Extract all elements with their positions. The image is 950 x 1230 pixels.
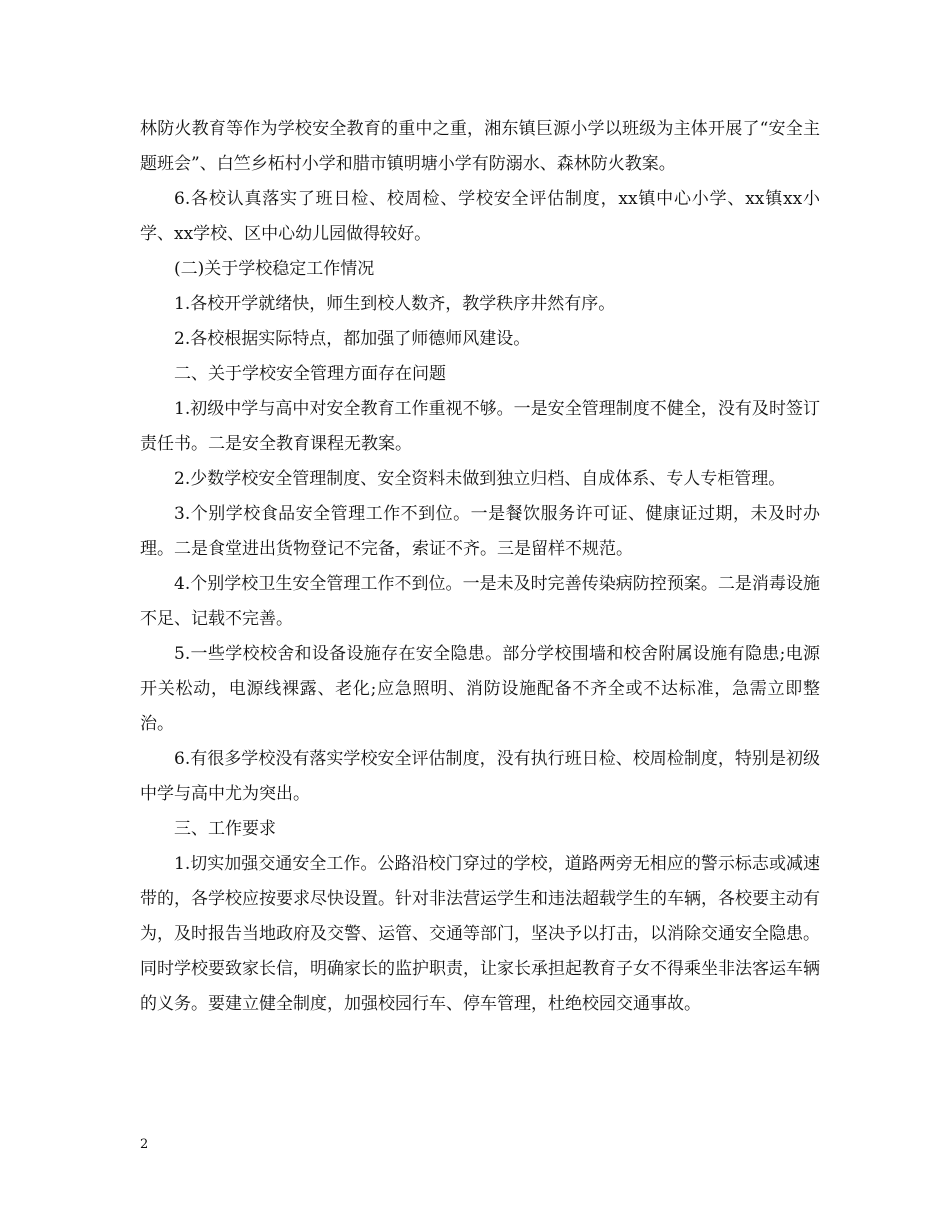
- document-body: [140, 112, 820, 1022]
- paragraph: 3.个别学校食品安全管理工作不到位。一是餐饮服务许可证、健康证过期，未及时办理。二是食堂进出货物登记不完备，索证不齐。三是留样不规范。: [140, 504, 820, 559]
- page-number: 2: [140, 1137, 149, 1152]
- section-heading: 二、关于学校安全管理方面存在问题: [174, 364, 446, 384]
- paragraph: 2.各校根据实际特点，都加强了师德师风建设。: [174, 329, 531, 349]
- paragraph: 1.切实加强交通安全工作。公路沿校门穿过的学校，道路两旁无相应的警示标志或减速带的，各学校应按要求尽快设置。针对非法营运学生和违法超载学生的车辆，各校要主动有为，及时报告当地政府及交警、运管、交通等部门，坚决予以打击，以消除交通安全隐患。同时学校要致家长信，明确家长的监护职责，让家长承担起教育子女不得乘坐非法客运车辆的义务。要建立健全制度，加强校园行车、停车管理，杜绝校园交通事故。: [140, 854, 820, 1014]
- paragraph: 6.各校认真落实了班日检、校周检、学校安全评估制度，xx镇中心小学、xx镇xx小学、xx学校、区中心幼儿园做得较好。: [140, 189, 820, 244]
- paragraph: 林防火教育等作为学校安全教育的重中之重，湘东镇巨源小学以班级为主体开展了“安全主题班会”、白竺乡柘村小学和腊市镇明塘小学有防溺水、森林防火教案。: [140, 119, 820, 174]
- paragraph: 5.一些学校校舍和设备设施存在安全隐患。部分学校围墙和校舍附属设施有隐患;电源开关松动，电源线裸露、老化;应急照明、消防设施配备不齐全或不达标准，急需立即整治。: [140, 644, 820, 734]
- section-heading: 三、工作要求: [174, 819, 276, 839]
- section-heading: (二)关于学校稳定工作情况: [174, 259, 375, 279]
- paragraph: 4.个别学校卫生安全管理工作不到位。一是未及时完善传染病防控预案。二是消毒设施不足、记载不完善。: [140, 574, 820, 629]
- paragraph: 6.有很多学校没有落实学校安全评估制度，没有执行班日检、校周检制度，特别是初级中学与高中尤为突出。: [140, 749, 820, 804]
- paragraph: 1.初级中学与高中对安全教育工作重视不够。一是安全管理制度不健全，没有及时签订责任书。二是安全教育课程无教案。: [140, 399, 820, 454]
- paragraph: 2.少数学校安全管理制度、安全资料未做到独立归档、自成体系、专人专柜管理。: [174, 469, 786, 489]
- paragraph: 1.各校开学就绪快，师生到校人数齐，教学秩序井然有序。: [174, 294, 616, 314]
